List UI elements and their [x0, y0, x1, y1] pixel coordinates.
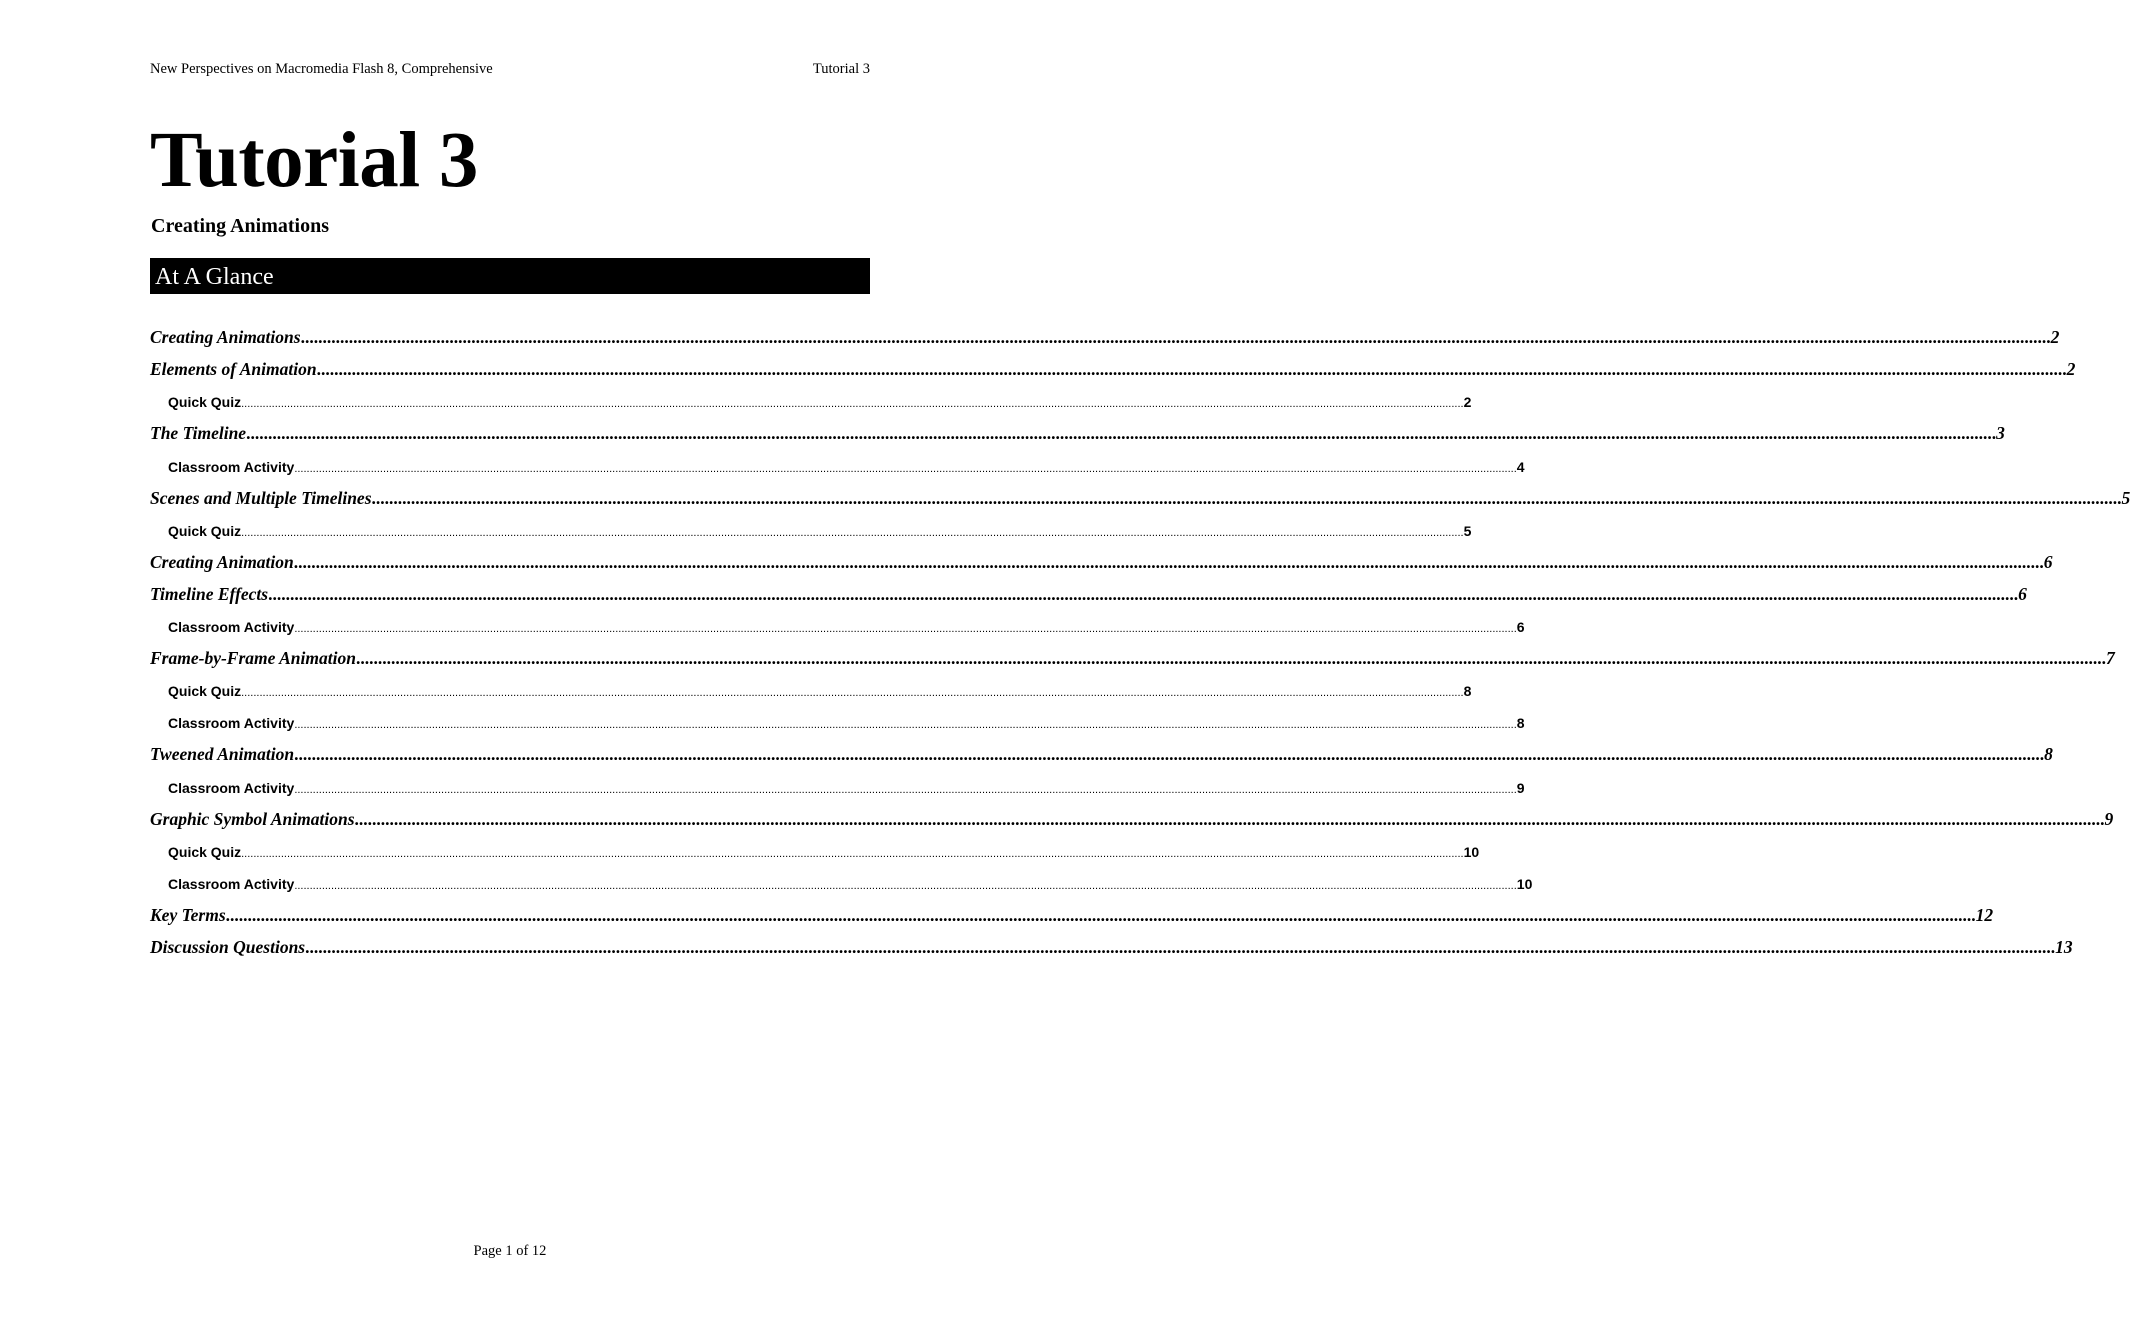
toc-entry-label: Elements of Animation — [150, 359, 317, 380]
toc-page-number: 10 — [1516, 875, 1533, 892]
header-tutorial-label: Tutorial 3 — [812, 61, 870, 77]
toc-entry-label: Creating Animation — [150, 551, 294, 572]
toc-page-number: 4 — [1516, 458, 1525, 475]
toc-page-number: 2 — [2050, 327, 2060, 347]
toc-entry-label: Discussion Questions — [150, 936, 306, 957]
toc-entry-label: Graphic Symbol Animations — [150, 808, 355, 829]
toc-dot-leader: ................................................................................................................................................................................................................................................................................................................................................................................................................ — [371, 487, 2122, 508]
toc-dot-leader: ................................................................................................................................................................................................................................................................................................................................................................................................................ — [241, 847, 1464, 860]
toc-dot-leader: ................................................................................................................................................................................................................................................................................................................................................................................................................ — [294, 719, 1517, 732]
toc-dot-leader: ................................................................................................................................................................................................................................................................................................................................................................................................................ — [294, 879, 1517, 892]
toc-dot-leader: ................................................................................................................................................................................................................................................................................................................................................................................................................ — [305, 936, 2056, 957]
toc-subentry[interactable] — [150, 773, 1525, 805]
toc-page-number: 6 — [1516, 619, 1525, 636]
toc-page-number: 9 — [2104, 808, 2114, 829]
toc-dot-leader: ................................................................................................................................................................................................................................................................................................................................................................................................................ — [300, 327, 2051, 347]
toc-entry-label: Classroom Activity — [168, 779, 295, 796]
toc-entry[interactable] — [150, 644, 2115, 676]
at-a-glance-heading: At A Glance — [155, 264, 274, 290]
toc-entry-label: Quick Quiz — [168, 394, 242, 411]
toc-dot-leader: ................................................................................................................................................................................................................................................................................................................................................................................................................ — [294, 623, 1517, 636]
toc-entry[interactable] — [150, 580, 2027, 612]
toc-entry-label: Classroom Activity — [168, 458, 295, 475]
toc-entry[interactable] — [150, 484, 2130, 516]
toc-page-number: 13 — [2055, 936, 2073, 957]
page-footer: Page 1 of 12 — [473, 1243, 547, 1259]
toc-dot-leader: ................................................................................................................................................................................................................................................................................................................................................................................................................ — [294, 462, 1517, 475]
toc-page-number: 5 — [1463, 522, 1472, 539]
toc-subentry[interactable] — [150, 869, 1533, 901]
toc-subentry[interactable] — [150, 452, 1525, 484]
toc-subentry[interactable] — [150, 837, 1480, 869]
toc-subentry[interactable] — [150, 676, 1472, 708]
toc-page-number: 12 — [1975, 904, 1994, 925]
toc-dot-leader: ................................................................................................................................................................................................................................................................................................................................................................................................................ — [241, 398, 1464, 411]
toc-page-number: 6 — [2043, 551, 2053, 572]
toc-page-number: 8 — [2044, 744, 2053, 765]
toc-dot-leader: ................................................................................................................................................................................................................................................................................................................................................................................................................ — [246, 423, 1997, 444]
toc-dot-leader: ................................................................................................................................................................................................................................................................................................................................................................................................................ — [293, 551, 2044, 572]
table-of-contents — [150, 323, 2130, 965]
header-book-title: New Perspectives on Macromedia Flash 8, Comprehensive — [150, 61, 493, 77]
toc-page-number: 9 — [1516, 779, 1525, 796]
toc-subentry[interactable] — [150, 387, 1472, 419]
toc-entry-label: Timeline Effects — [150, 583, 269, 604]
toc-entry-label: Scenes and Multiple Timelines — [150, 487, 372, 508]
toc-dot-leader: ................................................................................................................................................................................................................................................................................................................................................................................................................ — [225, 904, 1976, 925]
toc-entry-label: Classroom Activity — [168, 715, 295, 732]
toc-entry-label: Classroom Activity — [168, 619, 295, 636]
toc-entry-label: The Timeline — [150, 423, 247, 444]
toc-subentry[interactable] — [150, 708, 1525, 740]
toc-page-number: 2 — [2066, 359, 2076, 380]
document-subtitle: Creating Animations — [151, 215, 329, 237]
toc-subentry[interactable] — [150, 516, 1472, 548]
toc-page-number: 5 — [2121, 487, 2130, 508]
toc-entry-label: Creating Animations — [150, 327, 301, 347]
toc-page-number: 7 — [2105, 648, 2115, 669]
toc-entry-label: Classroom Activity — [168, 875, 295, 892]
toc-page-number: 2 — [1463, 394, 1472, 411]
toc-entry[interactable] — [150, 740, 2053, 772]
toc-page-number: 3 — [1996, 423, 2005, 444]
toc-entry[interactable] — [150, 419, 2005, 451]
toc-entry-label: Tweened Animation — [150, 744, 295, 765]
toc-dot-leader: ................................................................................................................................................................................................................................................................................................................................................................................................................ — [316, 359, 2067, 380]
toc-entry[interactable] — [150, 805, 2114, 837]
toc-entry-label: Quick Quiz — [168, 683, 242, 700]
page-header — [150, 61, 870, 81]
toc-dot-leader: ................................................................................................................................................................................................................................................................................................................................................................................................................ — [355, 648, 2106, 669]
toc-page-number: 8 — [1516, 715, 1525, 732]
toc-entry[interactable] — [150, 901, 1994, 933]
toc-page-number: 8 — [1463, 683, 1472, 700]
toc-dot-leader: ................................................................................................................................................................................................................................................................................................................................................................................................................ — [294, 783, 1517, 796]
toc-entry-label: Frame-by-Frame Animation — [150, 648, 356, 669]
toc-page-number: 10 — [1463, 843, 1480, 860]
toc-dot-leader: ................................................................................................................................................................................................................................................................................................................................................................................................................ — [294, 744, 2045, 765]
toc-dot-leader: ................................................................................................................................................................................................................................................................................................................................................................................................................ — [354, 808, 2105, 829]
toc-entry[interactable] — [150, 355, 2076, 387]
toc-dot-leader: ................................................................................................................................................................................................................................................................................................................................................................................................................ — [268, 583, 2019, 604]
toc-entry[interactable] — [150, 548, 2053, 580]
toc-dot-leader: ................................................................................................................................................................................................................................................................................................................................................................................................................ — [241, 526, 1464, 539]
document-title: Tutorial 3 — [150, 117, 478, 204]
toc-entry-label: Key Terms — [150, 904, 226, 925]
at-a-glance-heading-bar — [150, 258, 870, 294]
toc-page-number: 6 — [2018, 583, 2027, 604]
toc-entry-label: Quick Quiz — [168, 843, 242, 860]
toc-entry[interactable] — [150, 323, 2060, 355]
toc-dot-leader: ................................................................................................................................................................................................................................................................................................................................................................................................................ — [241, 687, 1464, 700]
toc-entry-label: Quick Quiz — [168, 522, 242, 539]
toc-entry[interactable] — [150, 933, 2073, 965]
toc-subentry[interactable] — [150, 612, 1525, 644]
